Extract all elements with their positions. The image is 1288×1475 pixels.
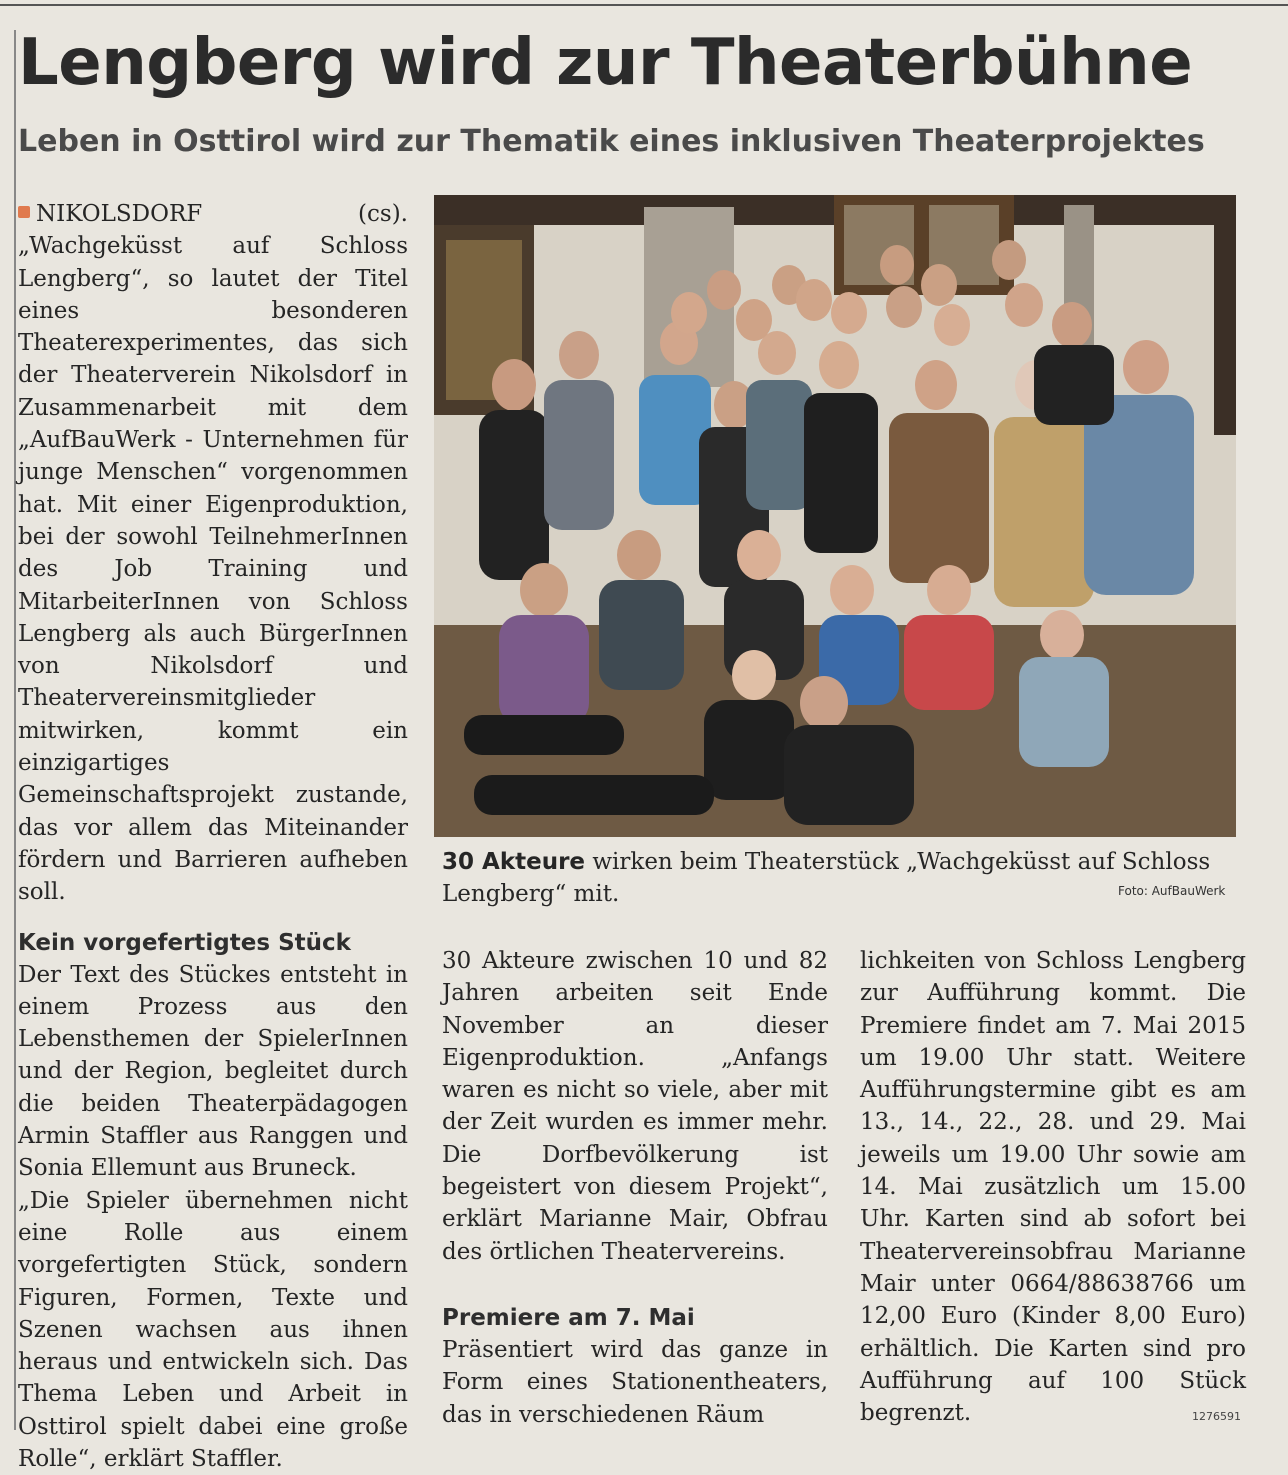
group-photo-illustration (434, 195, 1236, 837)
top-rule (0, 4, 1288, 6)
dateline-marker-icon (18, 206, 30, 218)
caption-text: wirken beim Theaterstück „Wachgeküsst auf Schloss Lengberg“ mit. (442, 849, 1211, 907)
column-3 (860, 945, 1246, 1429)
headline: Lengberg wird zur Theaterbühne (18, 26, 1193, 100)
left-rule (14, 30, 16, 1430)
column-2-paragraph: 30 Akteure zwischen 10 und 82 Jahren arbeiten seit Ende November an dieser Eigenproduktion. „Anfangs waren es nicht so viele, aber mit der Zeit wurden es immer mehr. Die Dorfbevölkerung ist begeistert von diesem Projekt“, erklärt Marianne Mair, Obfrau des örtlichen Theatervereins. (442, 948, 828, 1265)
section-1-paragraph-1: Der Text des Stückes entsteht in einem Prozess aus den Lebensthemen der SpielerInnen und der Region, begleitet durch die beiden Theaterpädagogen Armin Staffler aus Ranggen und Sonia Ellemunt aus Bruneck. (18, 961, 408, 1182)
section-2-paragraph-start: Präsentiert wird das ganze in Form eines Stationentheaters, das in verschiedenen Räum (442, 1336, 828, 1428)
section-2-paragraph-continued: lichkeiten von Schloss Lengberg zur Aufführung kommt. Die Premiere findet am 7. Mai 2015 um 19.00 Uhr statt. Weitere Aufführungstermine gibt es am 13., 14., 22., 28. und 29. Mai jeweils um 19.00 Uhr sowie am 14. Mai zusätzlich um 15.00 Uhr. Karten sind ab sofort bei Theatervereinsobfrau Marianne Mair unter 0664/88638766 um 12,00 Euro (Kinder 8,00 Euro) erhältlich. Die Karten sind pro Aufführung auf 100 Stück begrenzt. (860, 948, 1246, 1427)
column-1 (18, 198, 408, 1475)
intro-paragraph (18, 198, 408, 909)
caption-bold: 30 Akteure (442, 849, 586, 875)
photo-caption (442, 846, 1242, 910)
photo-credit: Foto: AufBauWerk (1118, 884, 1226, 898)
column-2 (442, 945, 828, 1431)
subheadline: Leben in Osttirol wird zur Thematik eines inklusiven Theaterprojektes (18, 124, 1205, 159)
section-1-title: Kein vorgefertigtes Stück (18, 929, 351, 956)
group-photo (434, 195, 1236, 837)
article-code: 1276591 (1192, 1410, 1241, 1423)
section-2-title: Premiere am 7. Mai (442, 1304, 695, 1331)
intro-text: „Wachgeküsst auf Schloss Lengberg“, so lautet der Titel eines besonderen Theaterexperimentes, das sich der Theaterverein Nikolsdorf in Zusammenarbeit mit dem „AufBauWerk - Unternehmen für junge Menschen“ vorgenommen hat. Mit einer Eigenproduktion, bei der sowohl TeilnehmerInnen des Job Training und MitarbeiterInnen von Schloss Lengberg als auch BürgerInnen von Nikolsdorf und Theatervereinsmitglieder mitwirken, kommt ein einzigartiges Gemeinschaftsprojekt zustande, das vor allem das Miteinander fördern und Barrieren aufheben soll. (18, 233, 408, 906)
section-1-paragraph-2: „Die Spieler übernehmen nicht eine Rolle aus einem vorgefertigten Stück, sondern Figuren, Formen, Texte und Szenen wachsen aus ihnen heraus und entwickeln sich. Das Thema Leben und Arbeit in Osttirol spielt dabei eine große Rolle“, erklärt Staffler. (18, 1187, 408, 1472)
dateline: NIKOLSDORF (cs). (36, 201, 408, 227)
